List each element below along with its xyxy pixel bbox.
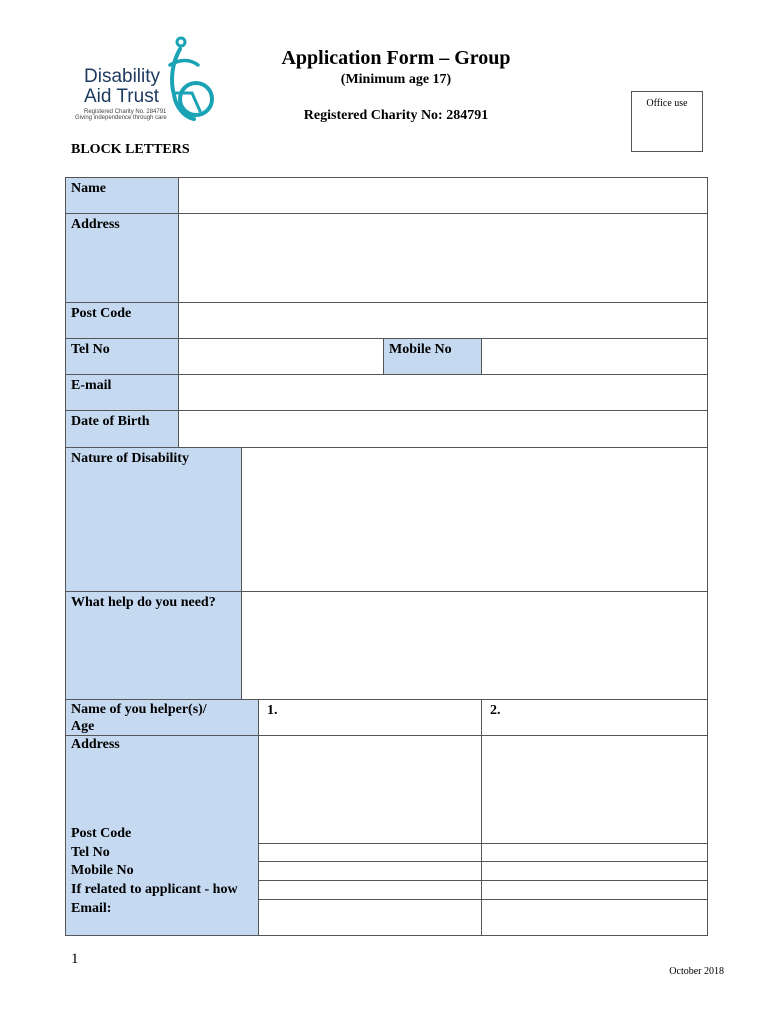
helper2-address-field[interactable] <box>481 735 708 844</box>
helper1-related-field[interactable] <box>258 880 482 900</box>
helper-email-label: Email: <box>71 901 112 916</box>
email-field[interactable] <box>178 374 708 411</box>
logo-tagline-2: Giving independence through care <box>75 115 167 121</box>
helper2-number: 2. <box>490 703 501 718</box>
helper-divider-name <box>65 735 259 736</box>
helper1-mobile-field[interactable] <box>258 861 482 881</box>
dob-label: Date of Birth <box>65 410 179 448</box>
charity-logo <box>70 35 220 125</box>
charity-number: Registered Charity No: 284791 <box>303 108 489 123</box>
logo-line-2: Aid Trust <box>84 86 159 107</box>
help-field[interactable] <box>241 591 708 700</box>
form-title: Application Form – Group <box>281 47 511 69</box>
helper-name-label: Name of you helper(s)/ <box>71 702 207 717</box>
address-field[interactable] <box>178 213 708 303</box>
figure-logo-icon <box>162 35 220 125</box>
page-number: 1 <box>71 951 79 967</box>
mobile-label: Mobile No <box>383 338 482 375</box>
postcode-field[interactable] <box>178 302 708 339</box>
helper-tel-label: Tel No <box>71 845 110 860</box>
helper-age-label: Age <box>71 719 95 734</box>
helper1-number: 1. <box>267 703 278 718</box>
office-use-label: Office use <box>646 98 688 109</box>
footer-date: October 2018 <box>669 966 724 977</box>
disability-field[interactable] <box>241 447 708 592</box>
tel-label: Tel No <box>65 338 179 375</box>
helper2-related-field[interactable] <box>481 880 708 900</box>
helper2-email-field[interactable] <box>481 899 708 936</box>
form-subtitle: (Minimum age 17) <box>340 72 452 87</box>
helper-related-label: If related to applicant - how <box>71 882 238 897</box>
office-use-box <box>631 91 703 152</box>
mobile-field[interactable] <box>481 338 708 375</box>
helper2-name-field[interactable] <box>481 699 708 736</box>
tel-field[interactable] <box>178 338 384 375</box>
helper1-email-field[interactable] <box>258 899 482 936</box>
address-label: Address <box>65 213 179 303</box>
logo-tagline-1: Registered Charity No. 284791 <box>84 109 167 115</box>
helper1-tel-field[interactable] <box>258 843 482 862</box>
logo-line-1: Disability <box>84 66 161 87</box>
helper-postcode-label: Post Code <box>71 826 132 841</box>
name-field[interactable] <box>178 177 708 214</box>
helper-mobile-label: Mobile No <box>71 863 134 878</box>
postcode-label: Post Code <box>65 302 179 339</box>
name-label: Name <box>65 177 179 214</box>
email-label: E-mail <box>65 374 179 411</box>
helper1-name-field[interactable] <box>258 699 482 736</box>
helper-address-label: Address <box>71 737 120 752</box>
block-letters-note: BLOCK LETTERS <box>71 142 190 157</box>
helper2-tel-field[interactable] <box>481 843 708 862</box>
disability-label: Nature of Disability <box>65 447 242 592</box>
dob-field[interactable] <box>178 410 708 448</box>
helper2-mobile-field[interactable] <box>481 861 708 881</box>
helper1-address-field[interactable] <box>258 735 482 844</box>
help-label: What help do you need? <box>65 591 242 700</box>
